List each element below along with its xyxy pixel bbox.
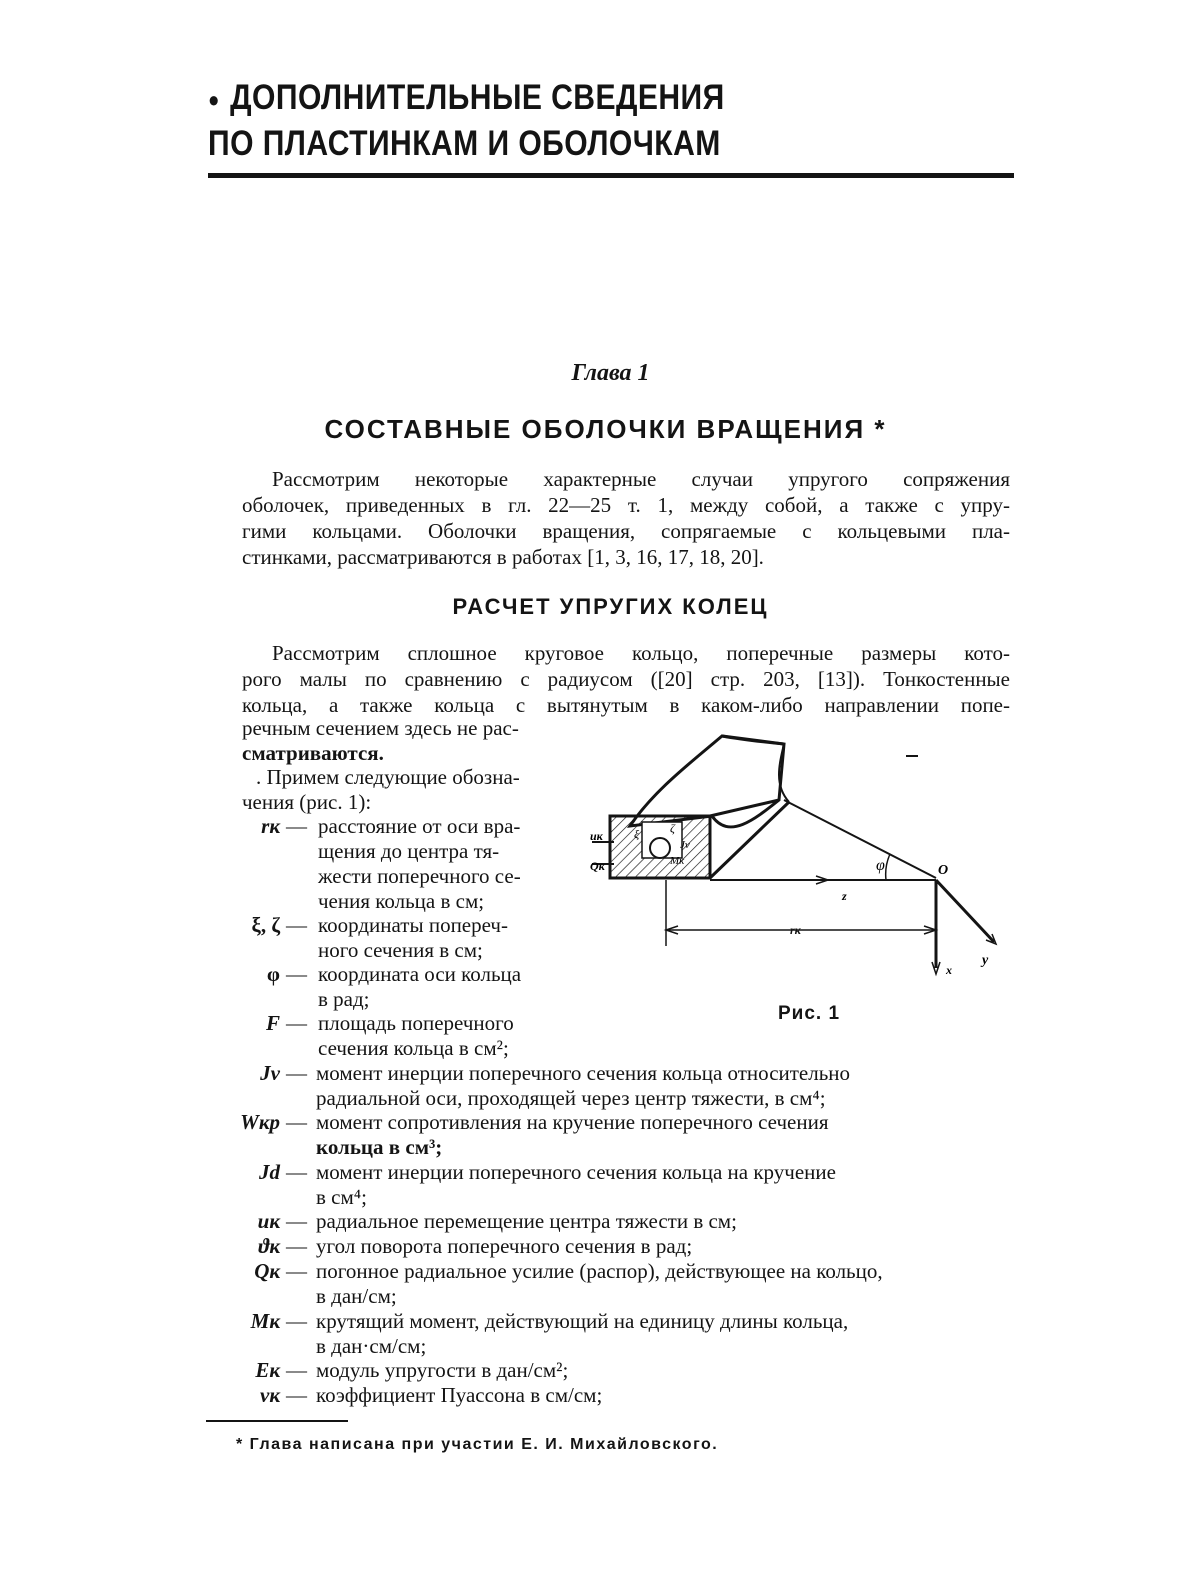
definition-symbol: Jv — [260, 1061, 280, 1085]
section-paragraph — [242, 640, 1010, 718]
definition-text: в рад; — [318, 987, 370, 1011]
definition-text: крутящий момент, действующий на единицу длины кольца, — [316, 1309, 849, 1333]
definition-text: радиальное перемещение центра тяжести в см; — [316, 1209, 737, 1233]
definition-text: расстояние от оси вра- — [318, 814, 521, 838]
definition-dash: — — [286, 913, 307, 937]
definition-symbol: Qк — [254, 1259, 280, 1283]
definition-dash: — — [286, 1309, 307, 1333]
definition-dash: — — [286, 1160, 307, 1184]
definition-dash: — — [286, 1259, 307, 1283]
local-axes-box — [642, 822, 682, 858]
bullet-icon: ● — [208, 86, 220, 112]
book-header — [208, 76, 896, 166]
radius-label: rк — [790, 923, 801, 937]
definition-text: жести поперечного се- — [318, 864, 521, 888]
definition-symbol: ϑк — [258, 1234, 280, 1258]
definition-symbol: F — [265, 1011, 280, 1035]
definition-text: модуль упругости в дан/см²; — [316, 1358, 569, 1382]
definition-symbol: rк — [261, 814, 280, 838]
definition-text: коэффициент Пуассона в см/см; — [316, 1383, 603, 1407]
ring-cross-section-figure — [584, 730, 1014, 1000]
intro-line: гими кольцами. Оболочки вращения, сопрягаемые с кольцевыми пла- — [242, 519, 1010, 543]
definition-dash: — — [286, 1110, 307, 1134]
definition-text: момент инерции поперечного сечения кольца на кручение — [316, 1160, 836, 1184]
ring-body-outline — [630, 736, 784, 827]
definition-text: площадь поперечного — [318, 1011, 514, 1035]
definition-dash: — — [286, 1209, 307, 1233]
intro-line: Рассмотрим некоторые характерные случаи упругого сопряжения — [272, 467, 1010, 491]
definition-text: чения кольца в см; — [318, 889, 485, 913]
definition-symbol: Wкр — [240, 1110, 280, 1134]
narrow-line: чения (рис. 1): — [242, 789, 372, 814]
footnote: * Глава написана при участии Е. И. Михайловского. — [236, 1436, 719, 1453]
xi-label: ξ — [634, 827, 640, 841]
definition-text: координата оси кольца — [318, 962, 522, 986]
definition-dash: — — [286, 1234, 307, 1258]
definition-text: кольца в см³; — [316, 1135, 443, 1159]
definition-symbol: ξ, ζ — [251, 913, 280, 937]
definition-text: щения до центра тя- — [318, 839, 500, 863]
definition-symbol: νк — [260, 1383, 280, 1407]
intro-line: стинками, рассматриваются в работах [1, 3, 16, 17, 18, 20]. — [242, 545, 764, 569]
definition-symbol: φ — [266, 962, 280, 986]
chapter-label: Глава 1 — [571, 360, 650, 386]
x-axis-label: x — [946, 963, 952, 977]
header-line-2: ПО ПЛАСТИНКАМ И ОБОЛОЧКАМ — [208, 123, 721, 163]
narrow-line: . Примем следующие обозна- — [256, 765, 520, 789]
z-axis-label: z — [842, 889, 847, 903]
definition-text: в см⁴; — [316, 1185, 367, 1209]
phi-label: φ — [876, 857, 885, 874]
intro-paragraph — [242, 466, 1010, 570]
chapter-title: СОСТАВНЫЕ ОБОЛОЧКИ ВРАЩЕНИЯ * — [324, 414, 887, 444]
definition-text: в дан/см; — [316, 1284, 397, 1308]
definition-dash: — — [286, 1011, 307, 1035]
figure-caption: Рис. 1 — [778, 1003, 841, 1024]
section-paragraph-narrow — [242, 716, 572, 814]
phi-arc — [886, 854, 890, 880]
meridian-line — [784, 800, 936, 878]
y-axis — [936, 880, 994, 942]
u-label: uк — [590, 829, 603, 843]
header-rule — [208, 173, 1014, 178]
section-title: РАСЧЕТ УПРУГИХ КОЛЕЦ — [452, 594, 769, 619]
definition-dash: — — [286, 1383, 307, 1407]
narrow-line: сматриваются. — [242, 740, 384, 765]
y-axis-label: y — [982, 953, 989, 968]
definition-symbol: uк — [257, 1209, 280, 1233]
q-label: Qк — [590, 859, 605, 873]
footnote-rule — [206, 1420, 348, 1422]
jv-label: Jv — [680, 839, 690, 851]
definition-dash: — — [286, 814, 307, 838]
definition-text: координаты попереч- — [318, 913, 508, 937]
definition-symbol: Eк — [255, 1358, 280, 1382]
definition-text: радиальной оси, проходящей через центр тяжести, в см⁴; — [316, 1086, 826, 1110]
zeta-label: ζ — [670, 821, 675, 835]
definition-text: момент инерции поперечного сечения кольца относительно — [316, 1061, 851, 1085]
definition-dash: — — [286, 1061, 307, 1085]
section-line: кольца, а также кольца с вытянутым в каком-либо направлении попе- — [242, 693, 1010, 717]
definition-text: ного сечения в см; — [318, 938, 483, 962]
definition-text: погонное радиальное усилие (распор), действующее на кольцо, — [316, 1259, 883, 1283]
definition-text: сечения кольца в см²; — [318, 1036, 509, 1060]
definition-dash: — — [286, 962, 307, 986]
header-line-1: ● ДОПОЛНИТЕЛЬНЫЕ СВЕДЕНИЯ — [208, 78, 725, 117]
definition-dash: — — [286, 1358, 307, 1382]
section-line: Рассмотрим сплошное круговое кольцо, поперечные размеры кото- — [272, 641, 1010, 665]
definition-text: момент сопротивления на кручение поперечного сечения — [316, 1110, 829, 1134]
definition-text: в дан·см/см; — [316, 1334, 427, 1358]
section-line: рого малы по сравнению с радиусом ([20] стр. 203, [13]). Тонкостенные — [242, 667, 1010, 691]
narrow-line: речным сечением здесь не рас- — [242, 716, 519, 740]
mk-label: Mк — [670, 855, 685, 867]
definition-symbol: Jd — [259, 1160, 280, 1184]
definition-symbol: Mк — [250, 1309, 280, 1333]
definition-text: угол поворота поперечного сечения в рад; — [316, 1234, 693, 1258]
origin-label: O — [938, 863, 949, 878]
intro-line: оболочек, приведенных в гл. 22—25 т. 1, между собой, а также с упру- — [242, 493, 1010, 517]
